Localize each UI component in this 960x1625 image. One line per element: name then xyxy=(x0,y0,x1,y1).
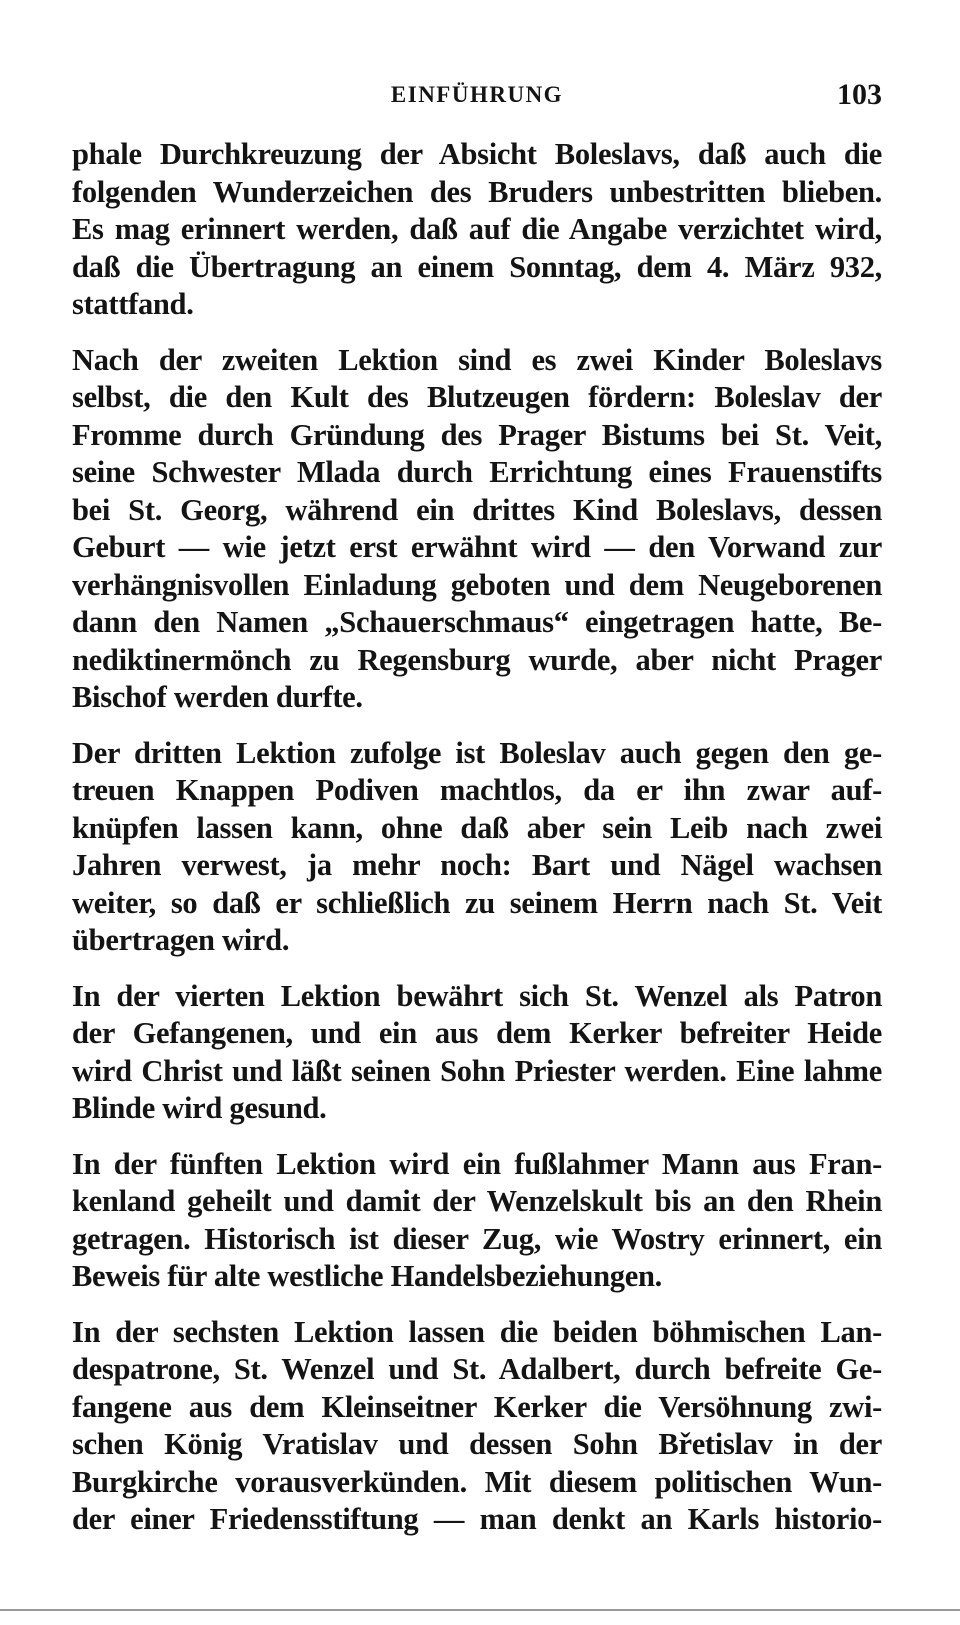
text-line: der einer Friedensstiftung — man denkt an Karls historio- xyxy=(72,1502,882,1536)
text-line: Der dritten Lektion zufolge ist Boleslav auch gegen den ge- xyxy=(72,735,882,770)
text-line: seine Schwester Mlada durch Errichtung eines Frauenstifts xyxy=(72,455,882,489)
paragraph xyxy=(72,978,882,1128)
text-line: übertragen wird. xyxy=(72,923,290,957)
text-line: Blinde wird gesund. xyxy=(72,1091,327,1125)
text-line: knüpfen lassen kann, ohne daß aber sein Leib nach zwei xyxy=(72,810,882,845)
page-number: 103 xyxy=(837,78,882,111)
text-line: dann den Namen „Schauerschmaus“ eingetragen hatte, Be- xyxy=(72,605,882,639)
paragraph xyxy=(72,342,882,717)
text-line: Nach der zweiten Lektion sind es zwei Kinder Boleslavs xyxy=(72,342,882,377)
text-line: daß die Übertragung an einem Sonntag, dem 4. März 932, xyxy=(72,249,882,284)
paragraph xyxy=(72,1146,882,1296)
text-line: stattfand. xyxy=(72,287,194,321)
text-line: Fromme durch Gründung des Prager Bistums bei St. Veit, xyxy=(72,417,882,452)
text-line: despatrone, St. Wenzel und St. Adalbert, durch befreite Ge- xyxy=(72,1352,882,1386)
text-line: schen König Vratislav und dessen Sohn Břetislav in der xyxy=(72,1427,882,1461)
text-line: Jahren verwest, ja mehr noch: Bart und Nägel wachsen xyxy=(72,848,882,882)
text-line: Geburt — wie jetzt erst erwähnt wird — den Vorwand zur xyxy=(72,530,882,564)
text-line: fangene aus dem Kleinseitner Kerker die Versöhnung zwi- xyxy=(72,1389,882,1424)
text-line: getragen. Historisch ist dieser Zug, wie Wostry erinnert, ein xyxy=(72,1221,882,1256)
text-line: kenland geheilt und damit der Wenzelskult bis an den Rhein xyxy=(72,1184,882,1218)
text-line: In der sechsten Lektion lassen die beiden böhmischen Lan- xyxy=(72,1314,882,1349)
text-line: Bischof werden durfte. xyxy=(72,680,363,714)
text-line: Burgkirche vorausverkünden. Mit diesem politischen Wun- xyxy=(72,1464,882,1499)
text-line: In der vierten Lektion bewährt sich St. Wenzel als Patron xyxy=(72,978,882,1013)
text-line: Beweis für alte westliche Handelsbeziehungen. xyxy=(72,1259,662,1293)
body-text xyxy=(72,136,882,1557)
text-line: weiter, so daß er schließlich zu seinem Herrn nach St. Veit xyxy=(72,885,882,920)
text-line: verhängnisvollen Einladung geboten und dem Neugeborenen xyxy=(72,567,882,602)
paragraph xyxy=(72,1314,882,1539)
paragraph xyxy=(72,735,882,960)
text-line: treuen Knappen Podiven machtlos, da er ihn zwar auf- xyxy=(72,773,882,807)
text-line: der Gefangenen, und ein aus dem Kerker befreiter Heide xyxy=(72,1016,882,1050)
text-line: bei St. Georg, während ein drittes Kind Boleslavs, dessen xyxy=(72,492,882,527)
text-line: nediktinermönch zu Regensburg wurde, aber nicht Prager xyxy=(72,642,882,677)
running-head xyxy=(72,78,882,118)
text-line: folgenden Wunderzeichen des Bruders unbestritten blieben. xyxy=(72,174,882,209)
running-title: EINFÜHRUNG xyxy=(390,82,564,107)
text-line: In der fünften Lektion wird ein fußlahmer Mann aus Fran- xyxy=(72,1146,882,1181)
text-line: phale Durchkreuzung der Absicht Boleslavs, daß auch die xyxy=(72,137,882,171)
text-line: Es mag erinnert werden, daß auf die Angabe verzichtet wird, xyxy=(72,212,882,246)
text-line: selbst, die den Kult des Blutzeugen fördern: Boleslav der xyxy=(72,380,882,414)
paragraph xyxy=(72,136,882,324)
bottom-scan-edge xyxy=(0,1609,960,1611)
text-line: wird Christ und läßt seinen Sohn Priester werden. Eine lahme xyxy=(72,1053,882,1088)
